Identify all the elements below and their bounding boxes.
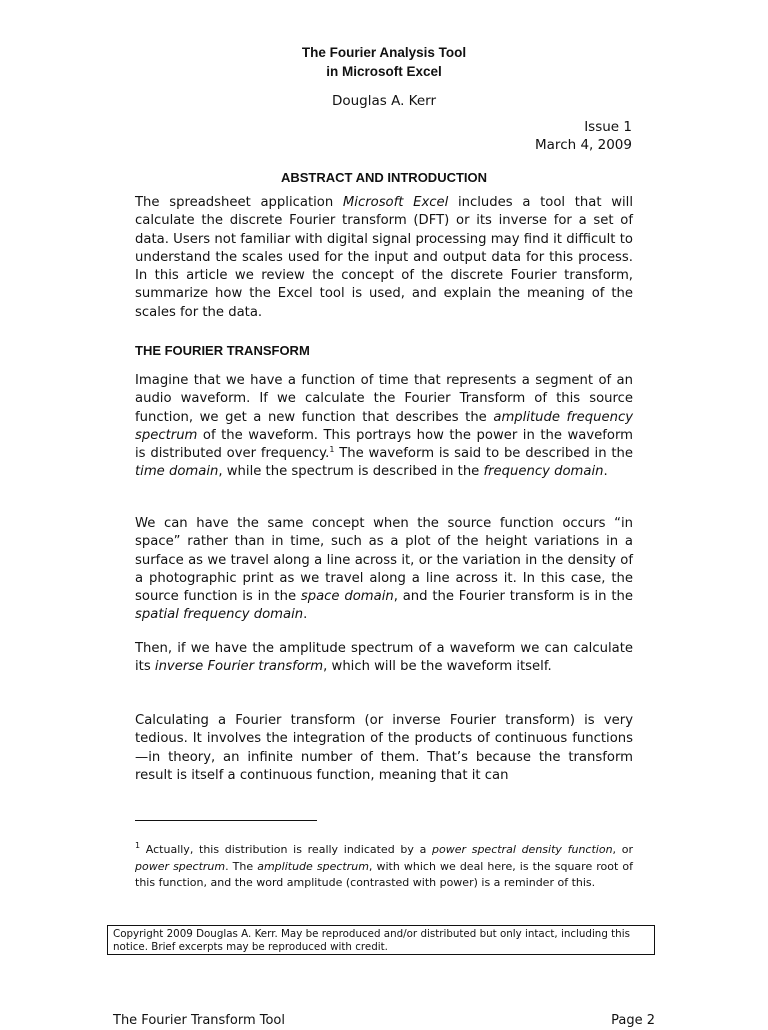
copyright-notice: Copyright 2009 Douglas A. Kerr. May be reproduced and/or distributed but only intact, including this notice. Brief excerpts may be reproduced with credit. [107,925,655,955]
title-line-2: in Microsoft Excel [326,64,442,79]
paragraph-3: Then, if we have the amplitude spectrum of a waveform we can calculate its inverse Fourier transform, which will be the waveform itself. [135,641,633,675]
footnote-ref: 1 [329,445,335,455]
paragraph-4: Calculating a Fourier transform (or inverse Fourier transform) is very tedious. It involves the integration of the products of continuous functions—in theory, an infinite number of them. That’s because the transform result is itself a continuous function, meaning that it can [135,713,633,783]
paragraph-2: We can have the same concept when the source function occurs “in space” rather than in time, such as a plot of the height variations in a surface as we travel along a line across it, or the variation in the density of a photographic print as we travel along a line across it. In this case, the source function is in the space domain, and the Fourier transform is in the spatial frequency domain. [135,516,633,623]
footnote-divider [135,820,317,821]
page-number: Page 2 [611,1013,655,1028]
abstract-paragraph: The spreadsheet application Microsoft Excel includes a tool that will calculate the discrete Fourier transform (DFT) or its inverse for a set of data. Users not familiar with digital signal processing may find it difficult to understand the scales used for the input and output data for this process. In this article we review the concept of the discrete Fourier transform, summarize how the Excel tool is used, and explain the meaning of the scales for the data. [135,195,633,320]
footer-title: The Fourier Transform Tool [113,1013,285,1028]
section-heading-abstract: ABSTRACT AND INTRODUCTION [280,170,488,185]
footnote-marker: 1 [135,841,141,850]
footnote: $^1$ Actually, this distribution is really indicated by a power spectral density function, or power spectrum. The amplitude spectrum, with which we deal here, is the square root of this function, and the word amplitude (contrasted with power) is a reminder of this. [135,841,634,889]
issue-block [535,118,632,154]
title-line-1: The Fourier Analysis Tool [301,45,467,60]
issue-number: Issue 1 [584,119,632,135]
issue-date: March 4, 2009 [535,137,632,153]
author: Douglas A. Kerr [331,93,437,109]
paragraph-1: Imagine that we have a function of time that represents a segment of an audio waveform. If we calculate the Fourier Transform of this source function, we get a new function that describes the amplitude frequency spectrum of the waveform. This portrays how the power in the waveform is distributed over frequency.$^1$ The waveform is said to be described in the time domain, while the spectrum is described in the frequency domain. [135,373,633,480]
section-heading-fourier: THE FOURIER TRANSFORM [135,343,310,358]
document-title [0,43,768,81]
